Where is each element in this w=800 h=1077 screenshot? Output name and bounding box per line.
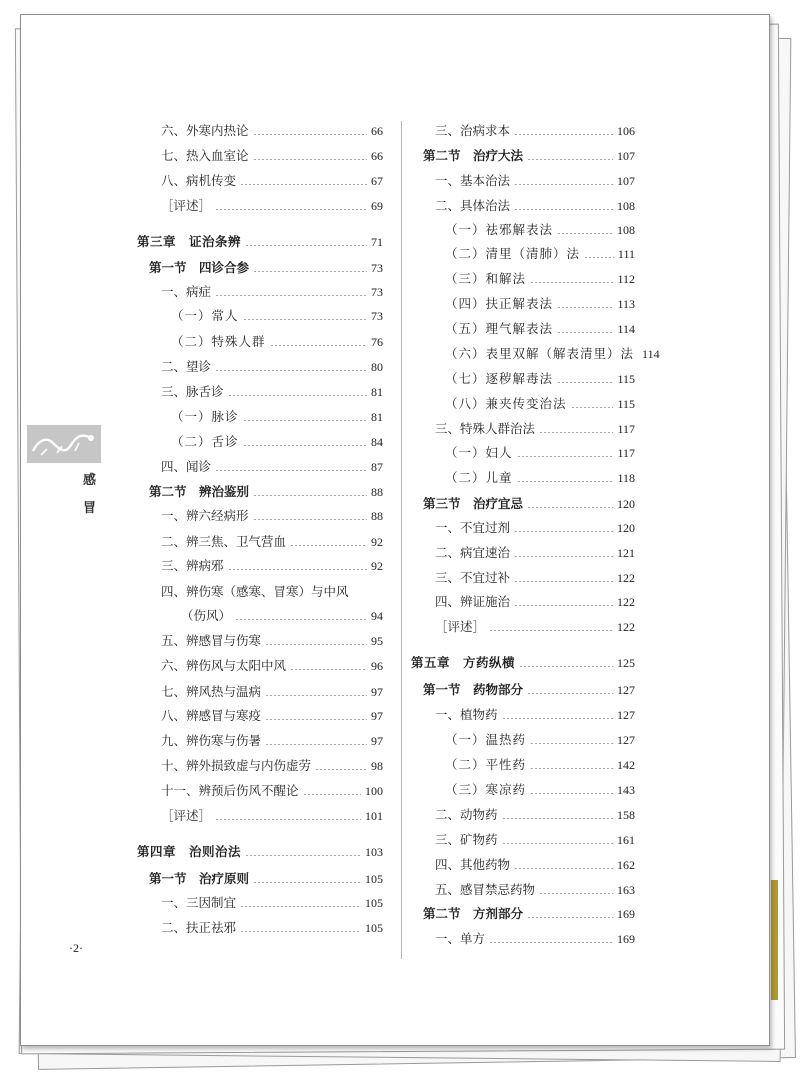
toc-entry (445, 779, 635, 801)
toc-entry (161, 681, 383, 703)
toc-entry-title: 三、治病求本 (435, 123, 511, 138)
toc-chapter-entry (137, 231, 383, 253)
toc-entry-page: 76 (371, 335, 383, 349)
dot-leader (265, 644, 367, 645)
dot-leader (514, 868, 613, 869)
toc-entry-page: 118 (617, 471, 635, 485)
toc-entry-page: 103 (365, 845, 383, 859)
toc-entry-page: 106 (617, 124, 635, 138)
dot-leader (514, 134, 613, 135)
toc-entry-page: 169 (617, 907, 635, 921)
toc-entry-page: 67 (371, 174, 383, 188)
dot-leader (215, 209, 367, 210)
page-number: ·2· (69, 941, 83, 955)
toc-entry-title: 第一节 药物部分 (423, 682, 524, 697)
toc-entry (435, 567, 635, 589)
toc-entry (445, 393, 635, 415)
toc-entry-title: 一、三因制宜 (161, 895, 237, 910)
dot-leader (514, 209, 613, 210)
toc-entry (445, 293, 635, 315)
toc-entry (435, 928, 635, 950)
toc-entry-title: （三）和解法 (445, 271, 527, 286)
toc-entry-title: 第一节 四诊合参 (149, 260, 250, 275)
toc-entry-page: 122 (617, 571, 635, 585)
dot-leader (235, 619, 367, 620)
dot-leader (502, 843, 613, 844)
toc-entry-title: 第二节 治疗大法 (423, 148, 524, 163)
toc-entry-title: 五、感冒禁忌药物 (435, 882, 536, 897)
toc-entry-page: 114 (617, 322, 635, 336)
toc-entry-page: 81 (371, 385, 383, 399)
dot-leader (245, 855, 361, 856)
toc-entry-page: 96 (371, 659, 383, 673)
toc-entry-page: 94 (371, 609, 383, 623)
dot-leader (243, 319, 367, 320)
toc-entry-title: ［评述］ (161, 198, 212, 213)
toc-entry (435, 829, 635, 851)
toc-entry-page: 97 (371, 709, 383, 723)
toc-entry-page: 105 (365, 896, 383, 910)
toc-entry-title: （二）平性药 (445, 757, 527, 772)
toc-entry-title: 第一节 治疗原则 (149, 871, 250, 886)
toc-entry (445, 442, 635, 464)
toc-entry-title: 一、病症 (161, 284, 212, 299)
toc-entry-title: 二、扶正祛邪 (161, 920, 237, 935)
toc-entry-title: 六、辨伤风与太阳中风 (161, 658, 287, 673)
dot-leader (253, 495, 367, 496)
dot-leader (228, 569, 367, 570)
toc-page (20, 14, 770, 1046)
side-title-char-1: 感 (83, 473, 97, 488)
toc-entry-page: 87 (371, 460, 383, 474)
dot-leader (514, 184, 613, 185)
toc-entry (161, 755, 383, 777)
toc-entry (161, 456, 383, 478)
dot-leader (514, 531, 613, 532)
toc-section-entry (423, 493, 635, 515)
toc-entry-page: 115 (617, 372, 635, 386)
toc-entry (161, 281, 383, 303)
toc-entry-title: 五、辨感冒与伤寒 (161, 633, 262, 648)
toc-entry-page: 98 (371, 759, 383, 773)
dot-leader (527, 159, 613, 160)
dot-leader (265, 744, 367, 745)
toc-entry (161, 805, 383, 827)
dot-leader (215, 470, 367, 471)
dot-leader (215, 295, 367, 296)
toc-entry (435, 804, 635, 826)
toc-entry-page: 88 (371, 509, 383, 523)
toc-entry-title: ［评述］ (435, 619, 486, 634)
toc-entry-title: （二）舌诊 (171, 434, 239, 449)
toc-entry-page: 143 (617, 783, 635, 797)
toc-section-entry (423, 145, 635, 167)
toc-entry (435, 195, 635, 217)
dot-leader (539, 432, 613, 433)
toc-entry-title: 十一、辨预后伤风不醒论 (161, 783, 299, 798)
dot-leader (290, 669, 367, 670)
dot-leader (489, 630, 613, 631)
toc-entry-page: 115 (617, 397, 635, 411)
toc-entry-page: 142 (617, 758, 635, 772)
toc-entry-title: 九、辨伤寒与伤暑 (161, 733, 262, 748)
dot-leader (557, 332, 613, 333)
toc-entry (445, 754, 635, 776)
toc-entry-title: 三、矿物药 (435, 832, 498, 847)
toc-entry-page: 112 (617, 272, 635, 286)
dot-leader (514, 556, 613, 557)
toc-entry (161, 356, 383, 378)
toc-entry (435, 704, 635, 726)
toc-entry (161, 145, 383, 167)
toc-entry-title: （一）温热药 (445, 732, 527, 747)
toc-entry-page: 169 (617, 932, 635, 946)
dot-leader (240, 906, 361, 907)
toc-entry-title: 第二节 方剂部分 (423, 906, 524, 921)
toc-entry-page: 107 (617, 149, 635, 163)
toc-entry-title: 二、具体治法 (435, 198, 511, 213)
toc-entry-page: 158 (617, 808, 635, 822)
dot-leader (527, 917, 613, 918)
dot-leader (514, 605, 613, 606)
dot-leader (243, 420, 367, 421)
toc-entry-title: 一、基本治法 (435, 173, 511, 188)
toc-section-entry (149, 481, 383, 503)
dot-leader (502, 718, 613, 719)
toc-entry-title: （四）扶正解表法 (445, 296, 554, 311)
toc-entry-page: 111 (617, 247, 635, 261)
toc-entry-page: 92 (371, 535, 383, 549)
dot-leader (270, 345, 367, 346)
toc-entry-page: 84 (371, 435, 383, 449)
toc-entry-page: 161 (617, 833, 635, 847)
toc-entry-title: 七、热入血室论 (161, 148, 249, 163)
toc-entry-title: （一）妇人 (445, 445, 513, 460)
dot-leader (519, 666, 613, 667)
toc-entry-page: 81 (371, 410, 383, 424)
toc-entry-title: （五）理气解表法 (445, 321, 554, 336)
toc-entry (445, 243, 635, 265)
dot-leader (215, 370, 367, 371)
toc-entry-title: 第二节 辨治鉴别 (149, 484, 250, 499)
toc-entry-title: （伤风） (181, 608, 232, 623)
toc-entry-page: 163 (617, 883, 635, 897)
dot-leader (530, 793, 613, 794)
toc-entry-page: 127 (617, 683, 635, 697)
toc-entry-page: 73 (371, 309, 383, 323)
toc-entry-page: 105 (365, 872, 383, 886)
toc-entry-page: 107 (617, 174, 635, 188)
toc-entry-title: 一、辨六经病形 (161, 508, 249, 523)
toc-entry (435, 591, 635, 613)
dot-leader (253, 159, 367, 160)
toc-entry-title: （一）脉诊 (171, 409, 239, 424)
toc-entry (445, 318, 635, 340)
dot-leader (557, 307, 613, 308)
toc-entry-title: 第三章 证治条辨 (137, 234, 242, 249)
toc-entry-page: 122 (617, 595, 635, 609)
toc-entry-title: （六）表里双解（解表清里）法 (445, 346, 635, 361)
toc-entry-page: 105 (365, 921, 383, 935)
toc-entry-title: 八、辨感冒与寒疫 (161, 708, 262, 723)
toc-entry (161, 531, 383, 553)
toc-entry-title: 三、辨病邪 (161, 558, 224, 573)
toc-section-entry (149, 868, 383, 890)
toc-entry-title: （一）常人 (171, 308, 239, 323)
dot-leader (245, 245, 367, 246)
toc-entry-title: 七、辨风热与温病 (161, 684, 262, 699)
dot-leader (584, 257, 614, 258)
toc-entry-page: 97 (371, 685, 383, 699)
toc-entry-page: 122 (617, 620, 635, 634)
toc-entry-title: 四、辨伤寒（感寒、冒寒）与中风 (161, 584, 349, 599)
toc-section-entry (423, 679, 635, 701)
dragon-emblem-icon (27, 425, 101, 463)
toc-entry (181, 605, 383, 627)
toc-entry (445, 343, 660, 365)
dot-leader (253, 134, 367, 135)
toc-entry-page: 73 (371, 261, 383, 275)
toc-entry (161, 170, 383, 192)
toc-entry-title: 三、脉舌诊 (161, 384, 224, 399)
toc-entry-page: 108 (617, 199, 635, 213)
dot-leader (571, 407, 614, 408)
toc-entry-title: 三、特殊人群治法 (435, 421, 536, 436)
toc-entry (161, 505, 383, 527)
toc-entry-title: （一）祛邪解表法 (445, 222, 554, 237)
toc-entry (171, 406, 383, 428)
toc-entry (161, 780, 383, 802)
toc-entry-page: 88 (371, 485, 383, 499)
toc-entry-page: 120 (617, 497, 635, 511)
toc-entry (161, 892, 383, 914)
toc-entry (435, 854, 635, 876)
dot-leader (253, 271, 367, 272)
dot-leader (517, 481, 614, 482)
toc-entry-title: 四、辨证施治 (435, 594, 511, 609)
dot-leader (228, 395, 367, 396)
toc-entry-page: 100 (365, 784, 383, 798)
toc-entry (445, 368, 635, 390)
toc-entry-page: 92 (371, 559, 383, 573)
toc-entry-page: 117 (617, 446, 635, 460)
toc-entry-page: 95 (371, 634, 383, 648)
column-divider (401, 121, 402, 959)
toc-chapter-entry (411, 652, 635, 674)
toc-entry-page: 71 (371, 235, 383, 249)
toc-entry (435, 879, 635, 901)
toc-entry-title: （三）寒凉药 (445, 782, 527, 797)
toc-entry-title: 八、病机传变 (161, 173, 237, 188)
toc-entry-title: （二）特殊人群 (171, 334, 266, 349)
toc-entry (161, 730, 383, 752)
toc-entry-page: 66 (371, 124, 383, 138)
toc-section-entry (149, 257, 383, 279)
dot-leader (530, 743, 613, 744)
toc-entry-title: ［评述］ (161, 808, 212, 823)
dot-leader (243, 445, 367, 446)
toc-entry-title: 二、望诊 (161, 359, 212, 374)
toc-entry-title: 二、病宜速治 (435, 545, 511, 560)
dot-leader (290, 545, 367, 546)
toc-entry-page: 127 (617, 708, 635, 722)
toc-entry-page: 97 (371, 734, 383, 748)
toc-entry-page: 120 (617, 521, 635, 535)
toc-entry-title: 一、不宜过剂 (435, 520, 511, 535)
toc-entry (445, 268, 635, 290)
dot-leader (353, 595, 379, 596)
toc-entry (445, 219, 635, 241)
dot-leader (215, 819, 361, 820)
toc-entry-page: 101 (365, 809, 383, 823)
dot-leader (530, 282, 613, 283)
toc-entry-title: （七）逐秽解毒法 (445, 371, 554, 386)
dot-leader (253, 519, 367, 520)
toc-entry (161, 120, 383, 142)
toc-entry-page: 113 (617, 297, 635, 311)
toc-chapter-entry (137, 841, 383, 863)
dot-leader (514, 581, 613, 582)
dot-leader (265, 719, 367, 720)
toc-entry-title: 四、其他药物 (435, 857, 511, 872)
toc-entry (161, 581, 383, 603)
dot-leader (303, 794, 361, 795)
toc-entry (445, 729, 635, 751)
dot-leader (253, 882, 361, 883)
toc-entry (445, 467, 635, 489)
toc-entry-page: 162 (617, 858, 635, 872)
toc-entry (161, 655, 383, 677)
toc-entry-page: 69 (371, 199, 383, 213)
dot-leader (530, 768, 613, 769)
toc-entry (435, 120, 635, 142)
toc-entry-title: 三、不宜过补 (435, 570, 511, 585)
dot-leader (557, 233, 613, 234)
toc-entry-title: 二、辨三焦、卫气营血 (161, 534, 287, 549)
dot-leader (517, 456, 614, 457)
dot-leader (557, 382, 613, 383)
dot-leader (539, 893, 613, 894)
toc-entry-title: 四、闻诊 (161, 459, 212, 474)
toc-entry-page: 117 (617, 422, 635, 436)
toc-entry (161, 555, 383, 577)
dot-leader (502, 818, 613, 819)
toc-entry-title: 二、动物药 (435, 807, 498, 822)
toc-entry-page: 121 (617, 546, 635, 560)
dot-leader (240, 184, 367, 185)
toc-entry-page: 66 (371, 149, 383, 163)
toc-entry (435, 616, 635, 638)
dot-leader (315, 769, 367, 770)
toc-entry-title: 一、单方 (435, 931, 486, 946)
toc-entry-title: 第四章 治则治法 (137, 844, 242, 859)
toc-section-entry (423, 903, 635, 925)
toc-entry (161, 705, 383, 727)
toc-entry-page: 125 (617, 656, 635, 670)
toc-entry (171, 331, 383, 353)
toc-entry (171, 305, 383, 327)
toc-entry (161, 630, 383, 652)
toc-entry-page: 114 (642, 347, 660, 361)
toc-entry-title: 十、辨外损致虚与内伤虚劳 (161, 758, 312, 773)
toc-entry (435, 418, 635, 440)
dot-leader (240, 931, 361, 932)
toc-entry (435, 542, 635, 564)
toc-entry-title: 第五章 方药纵横 (411, 655, 516, 670)
dot-leader (265, 695, 367, 696)
toc-entry (161, 381, 383, 403)
toc-entry-title: （八）兼夹传变治法 (445, 396, 567, 411)
toc-entry-title: 一、植物药 (435, 707, 498, 722)
toc-entry (171, 431, 383, 453)
toc-entry-title: （二）儿童 (445, 470, 513, 485)
toc-entry-page: 108 (617, 223, 635, 237)
toc-entry-page: 73 (371, 285, 383, 299)
dot-leader (527, 507, 613, 508)
cover-edge-gold (771, 880, 778, 1000)
side-title-char-2: 冒 (83, 501, 97, 516)
toc-entry-page: 80 (371, 360, 383, 374)
toc-entry (161, 917, 383, 939)
toc-entry-title: 第三节 治疗宜忌 (423, 496, 524, 511)
toc-entry-title: 六、外寒内热论 (161, 123, 249, 138)
dot-leader (489, 942, 613, 943)
toc-entry (435, 170, 635, 192)
toc-entry-page: 127 (617, 733, 635, 747)
toc-entry (161, 195, 383, 217)
toc-entry (435, 517, 635, 539)
dot-leader (527, 693, 613, 694)
toc-entry-title: （二）清里（清肺）法 (445, 246, 581, 261)
